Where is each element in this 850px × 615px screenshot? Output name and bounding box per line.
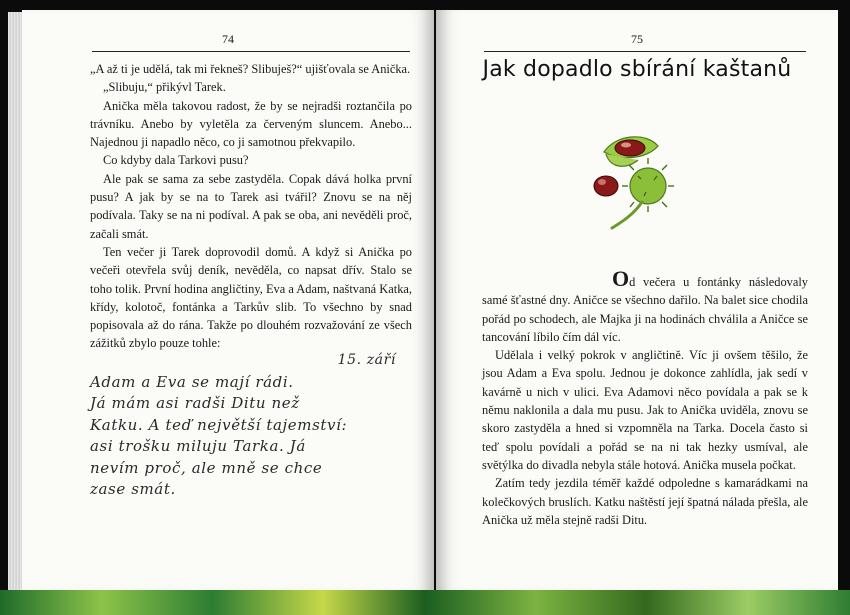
chestnut: [615, 140, 645, 156]
diary-line: zase smát.: [90, 480, 176, 498]
page-edges: [8, 12, 22, 590]
diary-line: nevím proč, ale mně se chce: [90, 458, 323, 477]
drop-cap: O: [612, 266, 630, 291]
paragraph: Co kdyby dala Tarkovi pusu?: [103, 153, 249, 168]
diary-entry: [90, 350, 410, 501]
paragraph: [482, 266, 808, 346]
paragraph: Ten večer ji Tarek doprovodil domů. A když si Anička po večeři otevřela svůj deník, nevěděla, co napsat dřív. Stalo se toho tolik. První hodina angličtiny, Eva a Adam, naštvaná Katka, křídy, kolotoč, fontánka a Tarkův slib. To všechno by snad popisovala až do rána. Takže po dlouhém rozvažování ze všech zážitků zbylo pouze tohle:: [90, 244, 412, 351]
chapter-title: Jak dopadlo sbírání kaštanů: [482, 57, 792, 82]
paragraph: „Slibuju,“ přikývl Tarek.: [103, 80, 226, 95]
diary-line: asi trošku miluju Tarka. Já: [90, 437, 306, 455]
body-text: [90, 60, 412, 353]
page-number: 75: [631, 32, 643, 46]
spiky-husk: [630, 168, 666, 204]
diary-date: 15. září: [337, 352, 396, 368]
paragraph: Zatím tedy jezdila téměř každé odpoledne s kamarádkami na kolečkových bruslích. Katku naštěstí její špatná nálada přešla, ale Anička už měla stejně radši Ditu.: [482, 476, 808, 527]
diary-line: Katku. A teď největší tajemství:: [90, 415, 348, 434]
paragraph-text: d večera u fontánky následovaly samé šťastné dny. Aničce se všechno dařilo. Na balet sice chodila pořád po schodech, ale Majka ji na hodinách chválila a Aničce se tancování líbilo čím dál víc.: [482, 275, 808, 344]
chestnut-illustration: [586, 124, 696, 234]
paragraph: „A až ti je udělá, tak mi řekneš? Slibuješ?“ ujišťovala se Anička.: [90, 62, 411, 76]
paragraph: Anička měla takovou radost, že by se nejradši roztančila po trávníku. Anebo by vyletěla za červeným sluncem. Anebo... Najednou ji napadlo něco, co ji samotnou překvapilo.: [90, 98, 412, 150]
cover-illustration-strip: [0, 590, 850, 615]
body-text: [482, 266, 808, 529]
paragraph: Udělala i velký pokrok v angličtině. Víc ji ovšem těšilo, že jsou Adam a Eva spolu. Jednou je dokonce zahlídla, jak sedí v kavárně u nich v ulici. Eva Adamovi něco povídala a pak se k němu naklonila a dala mu pusu. Jak to Anička uviděla, znovu se skoro zastyděla a hned si vzpomněla na Tarka. Docela často si teď spolu povídali a pořád se na ni tak hezky usmíval, ale světýlka do divadla nebyla stále hotová. Anička musela počkat.: [482, 348, 808, 472]
header-rule: [92, 51, 410, 52]
header-rule: [484, 51, 806, 52]
right-page: [436, 10, 838, 590]
diary-line: Já mám asi radši Ditu než: [90, 394, 300, 412]
diary-line: Adam a Eva se mají rádi.: [90, 372, 294, 391]
stem: [612, 202, 642, 228]
page-number: 74: [222, 32, 234, 46]
paragraph: Ale pak se sama za sebe zastyděla. Copak dává holka první pusu? A jak by se na to Tarek asi tvářil? Znovu se na něj podívala. Taky se na ni podíval. A pak se oba, ani nevěděli proč, začali smát.: [90, 171, 412, 241]
chestnut: [594, 176, 618, 196]
left-page: [22, 10, 434, 590]
